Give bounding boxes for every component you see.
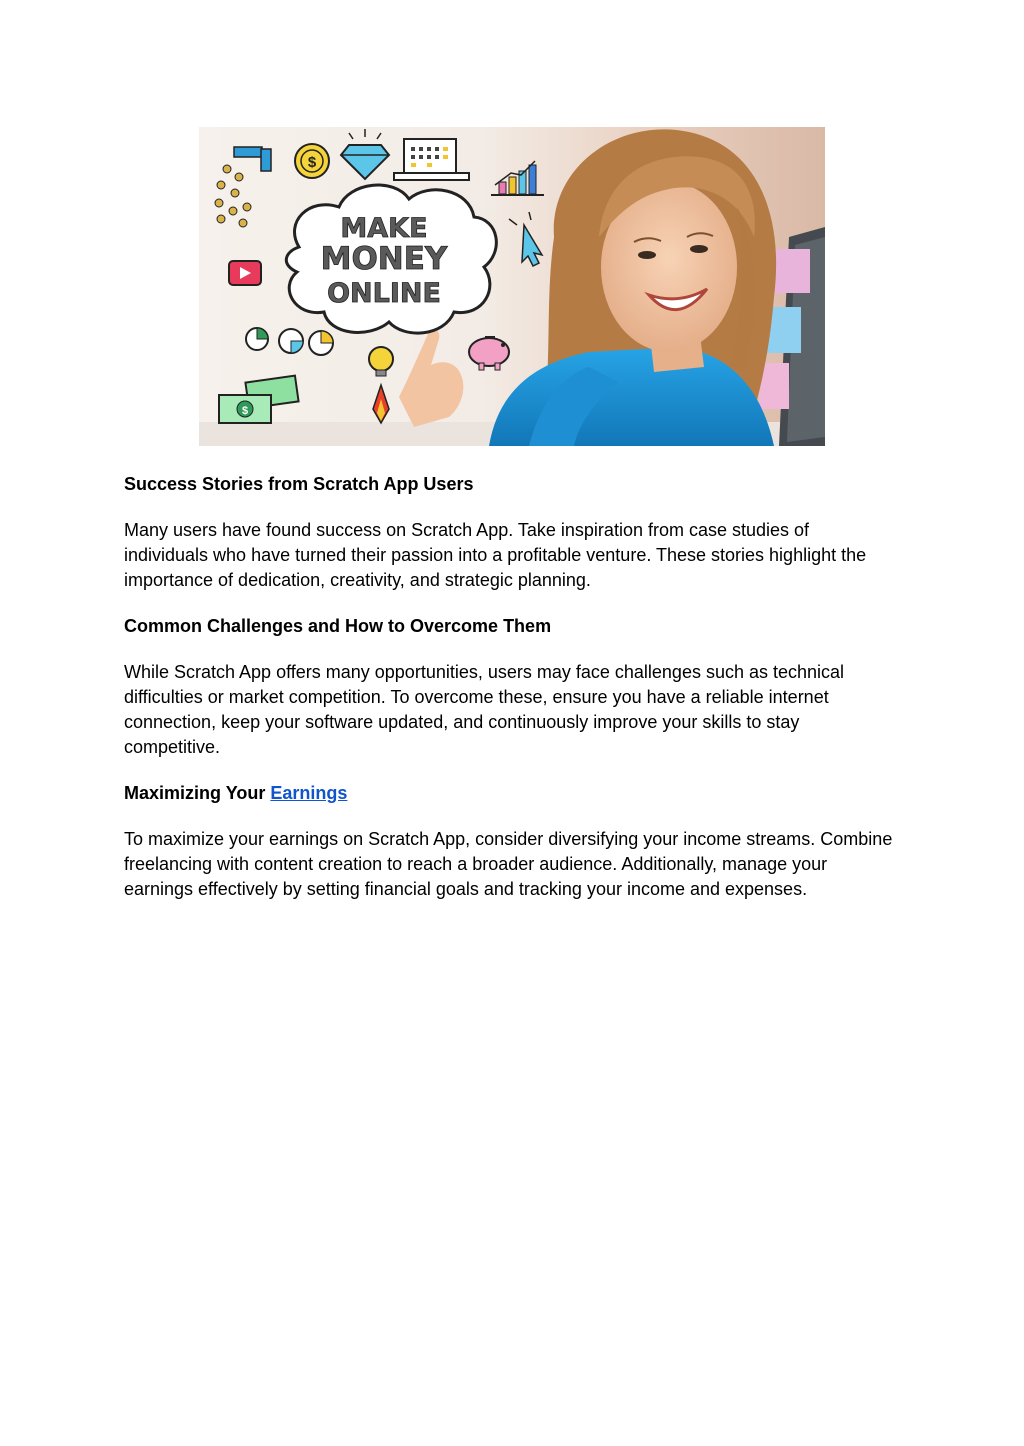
dollar-coin-icon (295, 144, 329, 178)
article-body (124, 472, 894, 923)
section-heading-common-challenges: Common Challenges and How to Overcome Them (124, 616, 552, 636)
svg-text:$: $ (307, 154, 317, 171)
svg-text:$: $ (241, 405, 249, 417)
image-word-make: MAKE (340, 213, 428, 244)
heading-prefix-text: Maximizing Your (124, 783, 271, 803)
make-money-online-image (199, 127, 825, 446)
section-heading-success-stories: Success Stories from Scratch App Users (124, 474, 474, 494)
section-body-maximizing-earnings: To maximize your earnings on Scratch App, consider diversifying your income streams. Combine freelancing with content creation to reach a broader audience. Additionally, manage your earnings effectively by setting financial goals and tracking your income and expenses. (124, 829, 893, 899)
video-play-icon (229, 261, 261, 285)
sticky-note-pink (774, 249, 810, 293)
image-word-money: MONEY (320, 241, 448, 277)
earnings-link[interactable]: Earnings (270, 783, 348, 803)
section-body-common-challenges: While Scratch App offers many opportunities, users may face challenges such as technical difficulties or market competition. To overcome these, ensure you have a reliable internet connection, keep your software updated, and continuously improve your skills to stay competitive. (124, 662, 845, 757)
image-word-online: ONLINE (327, 278, 441, 309)
section-heading-maximizing-earnings (124, 781, 894, 806)
section-body-success-stories: Many users have found success on Scratch App. Take inspiration from case studies of individuals who have turned their passion into a profitable venture. These stories highlight the importance of dedication, creativity, and strategic planning. (124, 520, 867, 590)
